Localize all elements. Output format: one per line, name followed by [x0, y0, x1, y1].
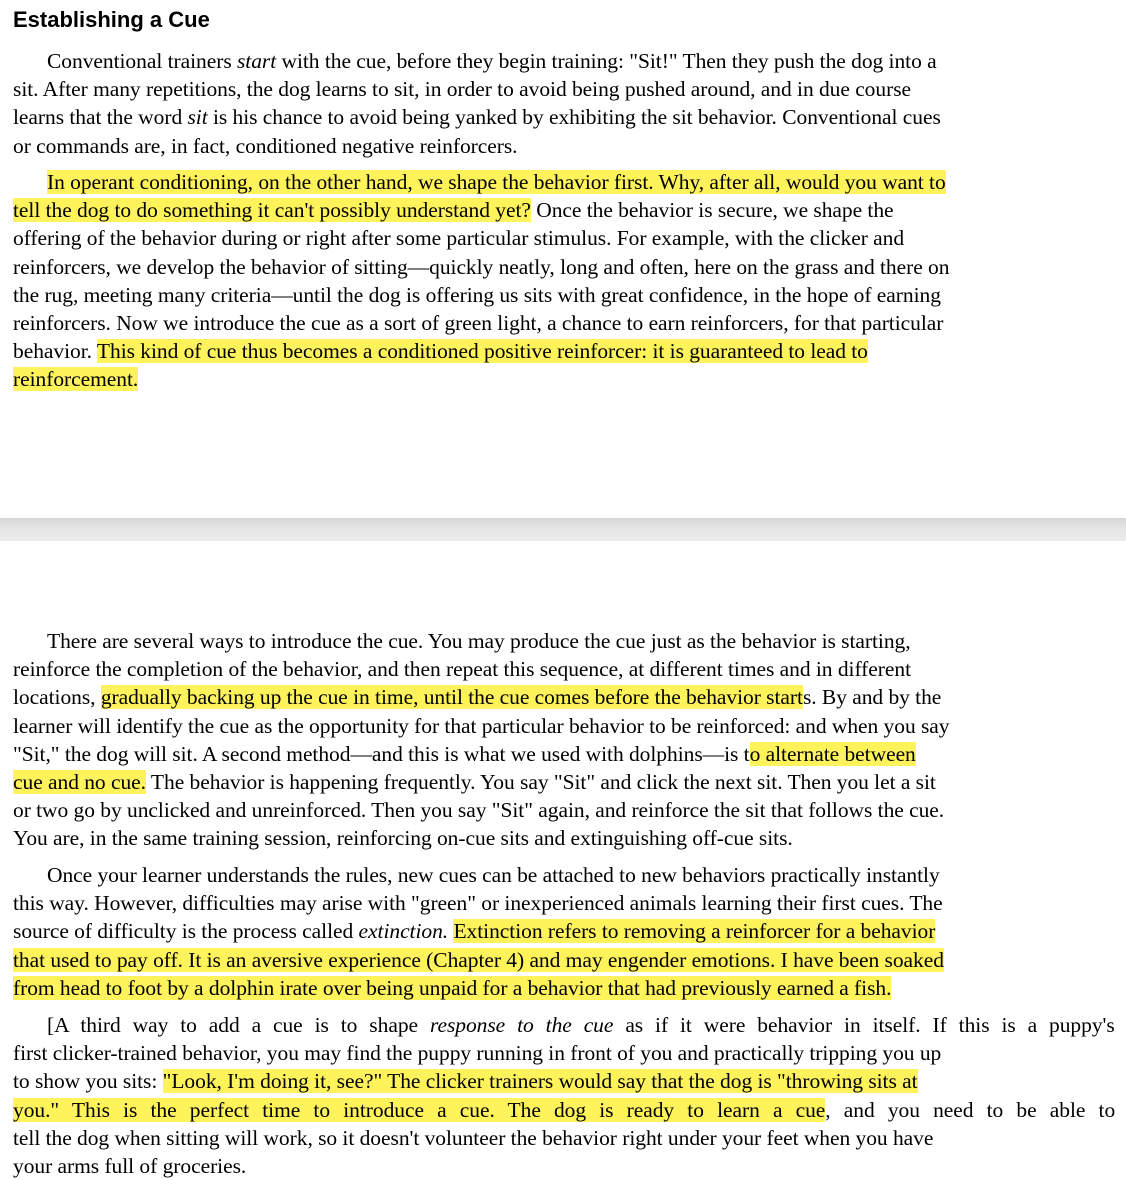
text-line [13, 365, 1115, 393]
highlight: from head to foot by a dolphin irate over being unpaid for a behavior that had previously earned a fish. [13, 975, 892, 1000]
text-line: your arms full of groceries. [13, 1154, 247, 1179]
highlight: In operant conditioning, on the other hand, we shape the behavior first. Why, after all, would you want to [47, 170, 946, 194]
highlight: o alternate between [749, 741, 916, 766]
text-line: cue and no cue. The behavior is happening frequently. You say "Sit" and click the next sit. Then you let a sit [13, 770, 936, 795]
text-line: the rug, meeting many criteria—until the dog is offering us sits with great confidence, in the hope of earning [13, 282, 941, 307]
text-line: [A third way to add a cue is to shape response to the cue as if it were behavior in itself. If this is a puppy's [47, 1013, 1115, 1037]
text-line: sit. After many repetitions, the dog learns to sit, in order to avoid being pushed around, and in due course [13, 77, 912, 102]
highlight: cue and no cue. [13, 770, 146, 795]
highlight: Extinction refers to removing a reinforcer for a behavior [453, 919, 936, 944]
text-line: Once your learner understands the rules, new cues can be attached to new behaviors practically instantly [47, 863, 940, 887]
text-line [13, 168, 1115, 196]
text-line: source of difficulty is the process called extinction. Extinction refers to removing a reinforcer for a behavior [13, 919, 936, 944]
highlight: "Look, I'm doing it, see?" The clicker trainers would say that the dog is "throwing sits at [162, 1069, 918, 1094]
document-page-2 [0, 541, 1126, 1180]
text-line: behavior. This kind of cue thus becomes a conditioned positive reinforcer: it is guaranteed to lead to [13, 339, 868, 364]
highlight: tell the dog to do something it can't possibly understand yet? [13, 198, 531, 223]
text-line: locations, gradually backing up the cue in time, until the cue comes before the behavior starts. By and by the [13, 685, 942, 710]
text-line: There are several ways to introduce the cue. You may produce the cue just as the behavior is starting, [47, 629, 911, 653]
paragraph-5 [13, 1011, 1115, 1180]
text-line: offering of the behavior during or right after some particular stimulus. For example, with the clicker and [13, 226, 905, 251]
section-heading: Establishing a Cue [13, 7, 210, 32]
highlight: This kind of cue thus becomes a conditioned positive reinforcer: it is guaranteed to lead to [96, 339, 868, 364]
text-line: reinforcers, we develop the behavior of sitting—quickly neatly, long and often, here on the grass and there on [13, 254, 950, 279]
highlight: reinforcement. [13, 367, 139, 392]
paragraph-1 [13, 47, 1115, 160]
text-line: reinforce the completion of the behavior, and then repeat this sequence, at different times and in different [13, 657, 911, 682]
document-page-1 [0, 0, 1126, 518]
paragraph-2 [13, 168, 1115, 394]
page-separator [0, 518, 1126, 541]
highlight: gradually backing up the cue in time, until the cue comes before the behavior start [100, 685, 803, 710]
highlight: you." This is the perfect time to introduce a cue. The dog is ready to learn a cue [13, 1097, 826, 1122]
text-line: you." This is the perfect time to introduce a cue. The dog is ready to learn a cue, and you need to be able to [13, 1097, 1116, 1122]
paragraph-3 [13, 627, 1115, 853]
text-line: or commands are, in fact, conditioned negative reinforcers. [13, 133, 518, 158]
text-line: "Sit," the dog will sit. A second method—and this is what we used with dolphins—is to alternate between [13, 741, 916, 766]
text-line: Conventional trainers start with the cue, before they begin training: "Sit!" Then they push the dog into a [47, 49, 937, 73]
text-line: You are, in the same training session, reinforcing on-cue sits and extinguishing off-cue sits. [13, 826, 793, 851]
text-line: learner will identify the cue as the opportunity for that particular behavior to be reinforced: and when you say [13, 713, 950, 738]
text-line: or two go by unclicked and unreinforced. Then you say "Sit" again, and reinforce the sit that follows the cue. [13, 798, 945, 823]
text-line: reinforcers. Now we introduce the cue as a sort of green light, a chance to earn reinforcers, for that particular [13, 311, 944, 336]
text-line: to show you sits: "Look, I'm doing it, see?" The clicker trainers would say that the dog is "throwing sits at [13, 1069, 918, 1094]
text-line: this way. However, difficulties may arise with "green" or inexperienced animals learning their first cues. The [13, 891, 943, 916]
text-line: first clicker-trained behavior, you may find the puppy running in front of you and practically tripping you up [13, 1041, 942, 1066]
highlight: that used to pay off. It is an aversive experience (Chapter 4) and may engender emotions. I have been soaked [13, 947, 944, 972]
text-line [13, 946, 1115, 974]
text-line: tell the dog to do something it can't possibly understand yet? Once the behavior is secure, we shape the [13, 198, 894, 223]
text-line: tell the dog when sitting will work, so it doesn't volunteer the behavior right under your feet when you have [13, 1125, 934, 1150]
text-line: learns that the word sit is his chance to avoid being yanked by exhibiting the sit behavior. Conventional cues [13, 105, 941, 130]
paragraph-4 [13, 861, 1115, 1002]
text-line [13, 974, 1115, 1002]
